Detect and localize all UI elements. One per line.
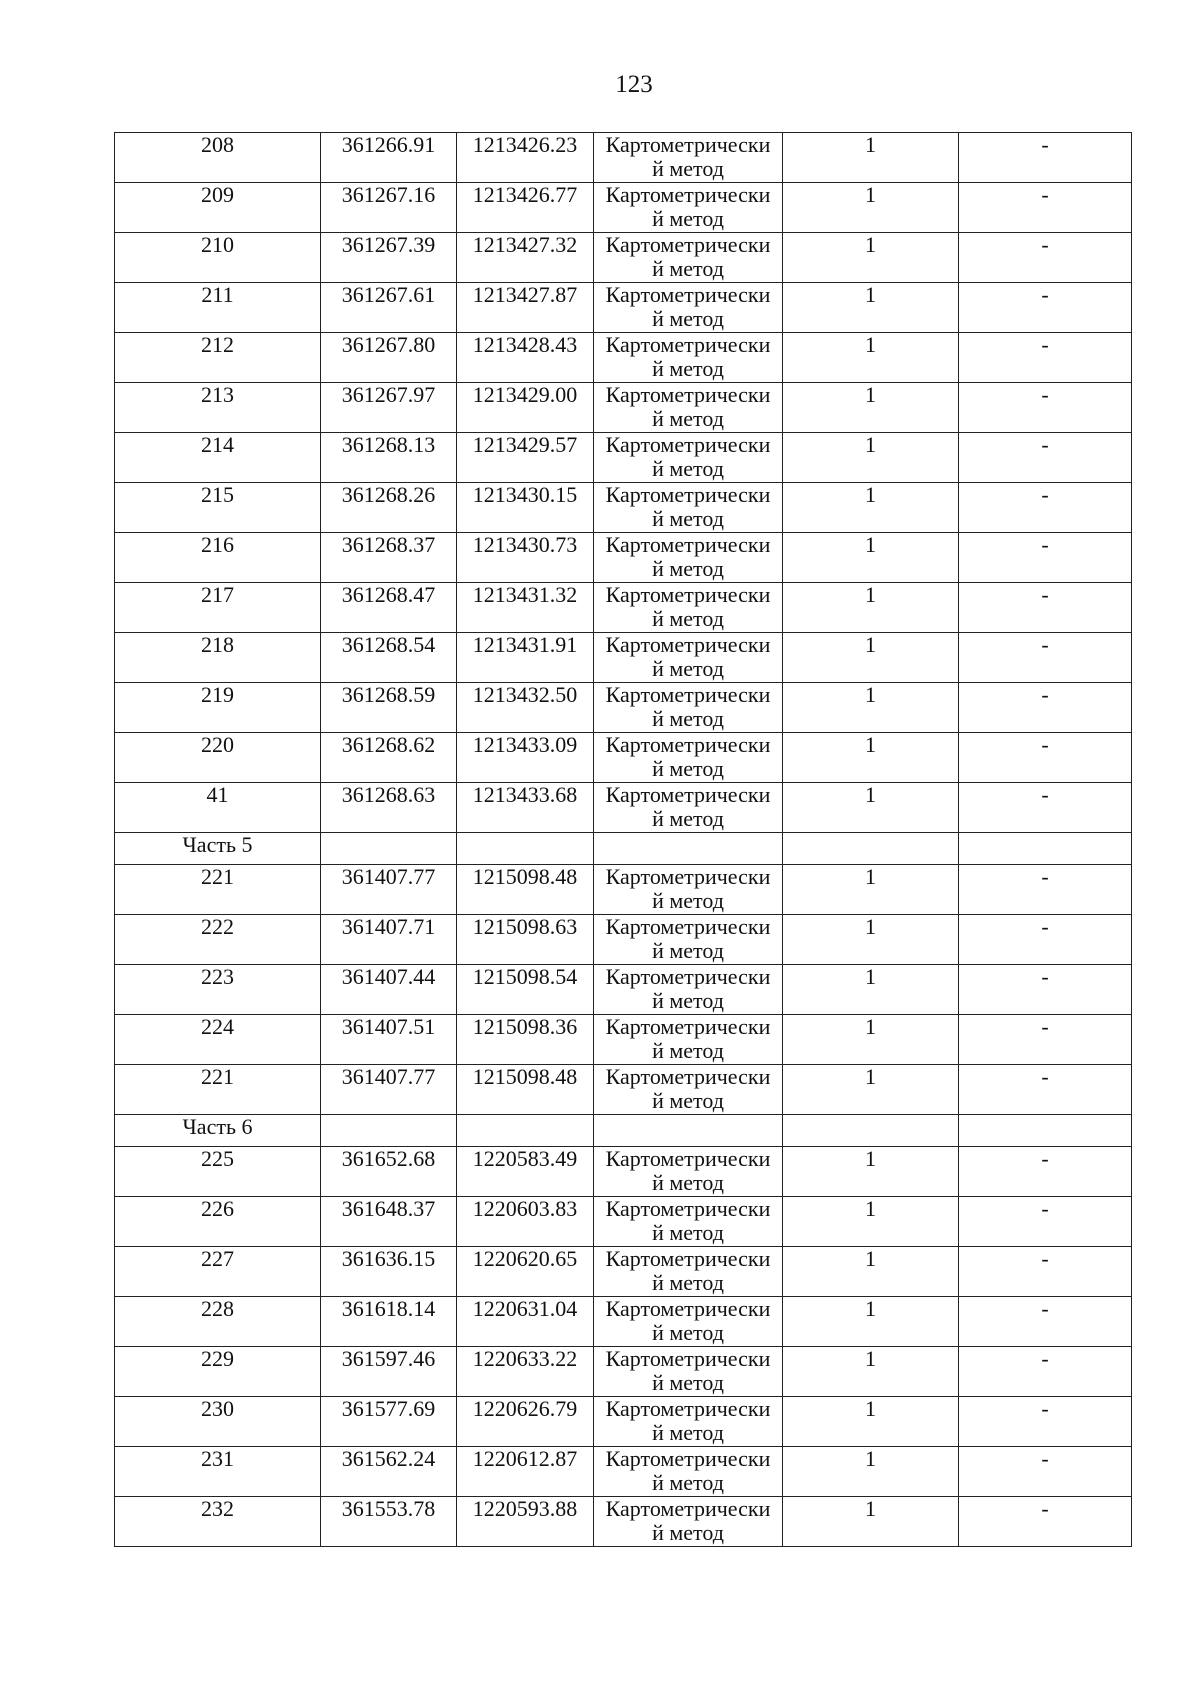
point-number-cell: 41	[115, 783, 321, 833]
description-cell: -	[959, 533, 1132, 583]
point-number-cell: 217	[115, 583, 321, 633]
table-row	[115, 333, 1132, 383]
point-number-cell: 221	[115, 865, 321, 915]
empty-cell	[783, 1115, 959, 1147]
method-text-line2: й метод	[652, 406, 724, 431]
description-cell: -	[959, 1347, 1132, 1397]
table-row	[115, 1015, 1132, 1065]
point-number-cell: 216	[115, 533, 321, 583]
table-row	[115, 1247, 1132, 1297]
method-text-line1: Картометрически	[605, 782, 771, 807]
x-coordinate-cell: 361407.44	[321, 965, 457, 1015]
table-row	[115, 1347, 1132, 1397]
method-cell	[594, 183, 783, 233]
method-text-line2: й метод	[652, 556, 724, 581]
method-text-line1: Картометрически	[605, 482, 771, 507]
point-number-cell: 231	[115, 1447, 321, 1497]
table-row	[115, 865, 1132, 915]
point-number-cell: 229	[115, 1347, 321, 1397]
y-coordinate-cell: 1213428.43	[457, 333, 594, 383]
method-text-line2: й метод	[652, 1520, 724, 1545]
x-coordinate-cell: 361267.61	[321, 283, 457, 333]
table-row	[115, 583, 1132, 633]
description-cell: -	[959, 1247, 1132, 1297]
method-cell	[594, 1197, 783, 1247]
x-coordinate-cell: 361407.77	[321, 1065, 457, 1115]
accuracy-cell: 1	[783, 433, 959, 483]
table-row	[115, 783, 1132, 833]
y-coordinate-cell: 1220603.83	[457, 1197, 594, 1247]
method-cell	[594, 733, 783, 783]
description-cell: -	[959, 1497, 1132, 1547]
y-coordinate-cell: 1213433.09	[457, 733, 594, 783]
empty-cell	[321, 833, 457, 865]
method-text-line1: Картометрически	[605, 914, 771, 939]
description-cell: -	[959, 683, 1132, 733]
description-cell: -	[959, 633, 1132, 683]
method-text-line2: й метод	[652, 456, 724, 481]
x-coordinate-cell: 361577.69	[321, 1397, 457, 1447]
method-text-line2: й метод	[652, 506, 724, 531]
method-cell	[594, 1065, 783, 1115]
description-cell: -	[959, 433, 1132, 483]
accuracy-cell: 1	[783, 133, 959, 183]
table-row	[115, 283, 1132, 333]
method-text-line1: Картометрически	[605, 964, 771, 989]
description-cell: -	[959, 233, 1132, 283]
page-number: 123	[615, 71, 653, 98]
method-text-line2: й метод	[652, 656, 724, 681]
accuracy-cell: 1	[783, 583, 959, 633]
description-cell: -	[959, 915, 1132, 965]
point-number-cell: 226	[115, 1197, 321, 1247]
description-cell: -	[959, 333, 1132, 383]
description-cell: -	[959, 183, 1132, 233]
accuracy-cell: 1	[783, 1147, 959, 1197]
method-text-line2: й метод	[652, 1038, 724, 1063]
y-coordinate-cell: 1213426.23	[457, 133, 594, 183]
point-number-cell: 223	[115, 965, 321, 1015]
method-text-line2: й метод	[652, 938, 724, 963]
description-cell: -	[959, 865, 1132, 915]
method-text-line1: Картометрически	[605, 1296, 771, 1321]
x-coordinate-cell: 361407.77	[321, 865, 457, 915]
table-row	[115, 433, 1132, 483]
x-coordinate-cell: 361267.97	[321, 383, 457, 433]
accuracy-cell: 1	[783, 733, 959, 783]
method-text-line1: Картометрически	[605, 1246, 771, 1271]
accuracy-cell: 1	[783, 1347, 959, 1397]
y-coordinate-cell: 1220620.65	[457, 1247, 594, 1297]
empty-cell	[959, 1115, 1132, 1147]
empty-cell	[783, 833, 959, 865]
method-text-line2: й метод	[652, 1470, 724, 1495]
point-number-cell: 227	[115, 1247, 321, 1297]
method-cell	[594, 633, 783, 683]
y-coordinate-cell: 1213427.87	[457, 283, 594, 333]
x-coordinate-cell: 361618.14	[321, 1297, 457, 1347]
empty-cell	[457, 833, 594, 865]
y-coordinate-cell: 1215098.48	[457, 1065, 594, 1115]
x-coordinate-cell: 361597.46	[321, 1347, 457, 1397]
accuracy-cell: 1	[783, 283, 959, 333]
method-text-line2: й метод	[652, 156, 724, 181]
description-cell: -	[959, 483, 1132, 533]
accuracy-cell: 1	[783, 633, 959, 683]
y-coordinate-cell: 1220583.49	[457, 1147, 594, 1197]
table-row	[115, 683, 1132, 733]
table-row	[115, 1397, 1132, 1447]
y-coordinate-cell: 1220631.04	[457, 1297, 594, 1347]
table-row	[115, 915, 1132, 965]
method-text-line1: Картометрически	[605, 132, 771, 157]
y-coordinate-cell: 1220633.22	[457, 1347, 594, 1397]
table-row	[115, 633, 1132, 683]
method-text-line1: Картометрически	[605, 1496, 771, 1521]
description-cell: -	[959, 133, 1132, 183]
description-cell: -	[959, 283, 1132, 333]
method-text-line1: Картометрически	[605, 182, 771, 207]
accuracy-cell: 1	[783, 783, 959, 833]
description-cell: -	[959, 1397, 1132, 1447]
method-cell	[594, 1397, 783, 1447]
method-text-line1: Картометрически	[605, 632, 771, 657]
point-number-cell: 219	[115, 683, 321, 733]
accuracy-cell: 1	[783, 183, 959, 233]
point-number-cell: 232	[115, 1497, 321, 1547]
method-text-line1: Картометрически	[605, 382, 771, 407]
x-coordinate-cell: 361268.47	[321, 583, 457, 633]
method-cell	[594, 533, 783, 583]
y-coordinate-cell: 1220612.87	[457, 1447, 594, 1497]
x-coordinate-cell: 361562.24	[321, 1447, 457, 1497]
description-cell: -	[959, 733, 1132, 783]
point-number-cell: 208	[115, 133, 321, 183]
method-cell	[594, 483, 783, 533]
empty-cell	[457, 1115, 594, 1147]
method-cell	[594, 433, 783, 483]
method-cell	[594, 133, 783, 183]
method-cell	[594, 683, 783, 733]
method-text-line2: й метод	[652, 1370, 724, 1395]
method-cell	[594, 233, 783, 283]
y-coordinate-cell: 1213431.91	[457, 633, 594, 683]
table-row	[115, 133, 1132, 183]
table-row	[115, 1297, 1132, 1347]
method-text-line1: Картометрически	[605, 532, 771, 557]
method-text-line2: й метод	[652, 356, 724, 381]
empty-cell	[594, 1115, 783, 1147]
method-text-line1: Картометрически	[605, 232, 771, 257]
method-text-line1: Картометрически	[605, 1146, 771, 1171]
description-cell: -	[959, 1147, 1132, 1197]
method-cell	[594, 1247, 783, 1297]
method-text-line1: Картометрически	[605, 282, 771, 307]
x-coordinate-cell: 361268.13	[321, 433, 457, 483]
coordinates-table	[114, 132, 1132, 1547]
y-coordinate-cell: 1213430.15	[457, 483, 594, 533]
method-text-line1: Картометрически	[605, 1346, 771, 1371]
table-row	[115, 483, 1132, 533]
method-cell	[594, 783, 783, 833]
point-number-cell: 230	[115, 1397, 321, 1447]
table-row	[115, 383, 1132, 433]
accuracy-cell: 1	[783, 865, 959, 915]
method-text-line2: й метод	[652, 756, 724, 781]
accuracy-cell: 1	[783, 1447, 959, 1497]
method-cell	[594, 915, 783, 965]
method-cell	[594, 1497, 783, 1547]
accuracy-cell: 1	[783, 1065, 959, 1115]
y-coordinate-cell: 1213432.50	[457, 683, 594, 733]
x-coordinate-cell: 361553.78	[321, 1497, 457, 1547]
method-text-line1: Картометрически	[605, 1446, 771, 1471]
description-cell: -	[959, 1447, 1132, 1497]
description-cell: -	[959, 1297, 1132, 1347]
point-number-cell: 212	[115, 333, 321, 383]
method-cell	[594, 283, 783, 333]
method-text-line2: й метод	[652, 806, 724, 831]
method-text-line2: й метод	[652, 1170, 724, 1195]
point-number-cell: 228	[115, 1297, 321, 1347]
table-row	[115, 1447, 1132, 1497]
description-cell: -	[959, 1197, 1132, 1247]
method-text-line2: й метод	[652, 1270, 724, 1295]
description-cell: -	[959, 1015, 1132, 1065]
empty-cell	[321, 1115, 457, 1147]
method-text-line1: Картометрически	[605, 432, 771, 457]
method-cell	[594, 1447, 783, 1497]
accuracy-cell: 1	[783, 1015, 959, 1065]
y-coordinate-cell: 1213429.57	[457, 433, 594, 483]
method-text-line2: й метод	[652, 1320, 724, 1345]
method-text-line1: Картометрически	[605, 682, 771, 707]
accuracy-cell: 1	[783, 533, 959, 583]
table-row	[115, 233, 1132, 283]
empty-cell	[959, 833, 1132, 865]
accuracy-cell: 1	[783, 383, 959, 433]
method-text-line2: й метод	[652, 606, 724, 631]
point-number-cell: 225	[115, 1147, 321, 1197]
method-text-line1: Картометрически	[605, 732, 771, 757]
method-cell	[594, 965, 783, 1015]
x-coordinate-cell: 361652.68	[321, 1147, 457, 1197]
x-coordinate-cell: 361268.37	[321, 533, 457, 583]
method-text-line2: й метод	[652, 706, 724, 731]
y-coordinate-cell: 1220593.88	[457, 1497, 594, 1547]
empty-cell	[594, 833, 783, 865]
method-text-line2: й метод	[652, 988, 724, 1013]
method-cell	[594, 583, 783, 633]
table-row	[115, 533, 1132, 583]
accuracy-cell: 1	[783, 1247, 959, 1297]
accuracy-cell: 1	[783, 915, 959, 965]
description-cell: -	[959, 783, 1132, 833]
description-cell: -	[959, 1065, 1132, 1115]
accuracy-cell: 1	[783, 1297, 959, 1347]
table-row	[115, 733, 1132, 783]
description-cell: -	[959, 583, 1132, 633]
method-text-line2: й метод	[652, 1088, 724, 1113]
part-label: Часть 6	[115, 1115, 321, 1147]
x-coordinate-cell: 361648.37	[321, 1197, 457, 1247]
method-cell	[594, 865, 783, 915]
x-coordinate-cell: 361267.39	[321, 233, 457, 283]
description-cell: -	[959, 965, 1132, 1015]
accuracy-cell: 1	[783, 333, 959, 383]
x-coordinate-cell: 361636.15	[321, 1247, 457, 1297]
point-number-cell: 210	[115, 233, 321, 283]
method-cell	[594, 383, 783, 433]
accuracy-cell: 1	[783, 483, 959, 533]
point-number-cell: 222	[115, 915, 321, 965]
point-number-cell: 214	[115, 433, 321, 483]
x-coordinate-cell: 361268.62	[321, 733, 457, 783]
y-coordinate-cell: 1213433.68	[457, 783, 594, 833]
accuracy-cell: 1	[783, 233, 959, 283]
method-text-line2: й метод	[652, 306, 724, 331]
accuracy-cell: 1	[783, 1397, 959, 1447]
y-coordinate-cell: 1215098.54	[457, 965, 594, 1015]
point-number-cell: 213	[115, 383, 321, 433]
table-row	[115, 1147, 1132, 1197]
point-number-cell: 220	[115, 733, 321, 783]
method-text-line2: й метод	[652, 1420, 724, 1445]
point-number-cell: 224	[115, 1015, 321, 1065]
description-cell: -	[959, 383, 1132, 433]
x-coordinate-cell: 361407.71	[321, 915, 457, 965]
point-number-cell: 215	[115, 483, 321, 533]
method-text-line1: Картометрически	[605, 332, 771, 357]
y-coordinate-cell: 1213430.73	[457, 533, 594, 583]
method-text-line1: Картометрически	[605, 1014, 771, 1039]
table-row	[115, 1497, 1132, 1547]
table-row	[115, 1065, 1132, 1115]
x-coordinate-cell: 361268.26	[321, 483, 457, 533]
method-text-line2: й метод	[652, 1220, 724, 1245]
y-coordinate-cell: 1215098.48	[457, 865, 594, 915]
part-label: Часть 5	[115, 833, 321, 865]
part-header-row	[115, 833, 1132, 865]
method-text-line1: Картометрически	[605, 1064, 771, 1089]
x-coordinate-cell: 361407.51	[321, 1015, 457, 1065]
accuracy-cell: 1	[783, 965, 959, 1015]
accuracy-cell: 1	[783, 683, 959, 733]
x-coordinate-cell: 361266.91	[321, 133, 457, 183]
table-row	[115, 1197, 1132, 1247]
x-coordinate-cell: 361268.63	[321, 783, 457, 833]
table-row	[115, 183, 1132, 233]
y-coordinate-cell: 1213431.32	[457, 583, 594, 633]
part-header-row	[115, 1115, 1132, 1147]
accuracy-cell: 1	[783, 1497, 959, 1547]
y-coordinate-cell: 1220626.79	[457, 1397, 594, 1447]
point-number-cell: 211	[115, 283, 321, 333]
y-coordinate-cell: 1213426.77	[457, 183, 594, 233]
table-row	[115, 965, 1132, 1015]
method-cell	[594, 1297, 783, 1347]
method-text-line1: Картометрически	[605, 864, 771, 889]
method-text-line1: Картометрически	[605, 582, 771, 607]
method-text-line1: Картометрически	[605, 1396, 771, 1421]
x-coordinate-cell: 361268.59	[321, 683, 457, 733]
point-number-cell: 221	[115, 1065, 321, 1115]
x-coordinate-cell: 361267.16	[321, 183, 457, 233]
method-text-line2: й метод	[652, 206, 724, 231]
method-text-line2: й метод	[652, 888, 724, 913]
x-coordinate-cell: 361267.80	[321, 333, 457, 383]
accuracy-cell: 1	[783, 1197, 959, 1247]
method-cell	[594, 1015, 783, 1065]
coordinates-table-body	[115, 133, 1132, 1547]
point-number-cell: 218	[115, 633, 321, 683]
method-cell	[594, 1347, 783, 1397]
method-cell	[594, 1147, 783, 1197]
x-coordinate-cell: 361268.54	[321, 633, 457, 683]
y-coordinate-cell: 1215098.63	[457, 915, 594, 965]
point-number-cell: 209	[115, 183, 321, 233]
method-text-line1: Картометрически	[605, 1196, 771, 1221]
method-cell	[594, 333, 783, 383]
y-coordinate-cell: 1213427.32	[457, 233, 594, 283]
y-coordinate-cell: 1213429.00	[457, 383, 594, 433]
method-text-line2: й метод	[652, 256, 724, 281]
y-coordinate-cell: 1215098.36	[457, 1015, 594, 1065]
